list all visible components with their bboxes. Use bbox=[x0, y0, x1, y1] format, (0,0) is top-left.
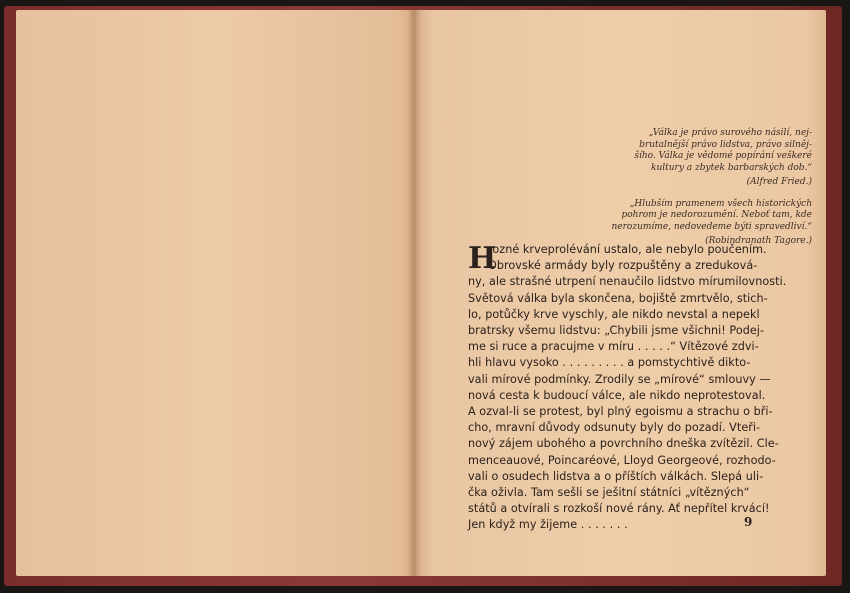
left-page bbox=[16, 10, 414, 576]
page-number: 9 bbox=[744, 515, 753, 529]
text-line: A ozval-li se protest, byl plný egoismu a strachu o bři- bbox=[468, 405, 773, 419]
text-line: států a otvírali s rozkoší nové rány. Ať nepřítel krvácí! bbox=[468, 502, 770, 516]
drop-cap: H bbox=[468, 241, 497, 276]
text-line: Světová válka byla skončena, bojiště zmrtvělo, stich- bbox=[468, 291, 768, 305]
book-spine bbox=[408, 10, 422, 576]
epigraph-fried bbox=[560, 128, 812, 189]
epigraph-author: (Alfred Fried.) bbox=[746, 177, 812, 187]
text-line: menceauové, Poincaréové, Lloyd Georgeové, rozhodo- bbox=[468, 453, 776, 467]
epigraphs bbox=[560, 128, 812, 258]
text-line: ny, ale strašné utrpení nenaučilo lidstvo mírumilovnosti. bbox=[468, 275, 787, 289]
text-line: nový zájem ubohého a povrchního dneška zvítězil. Cle- bbox=[468, 437, 779, 451]
text-line: Obrovské armády byly rozpuštěny a zreduková- bbox=[488, 259, 758, 273]
epigraph-line: brutalnější právo lidstva, právo silněj- bbox=[639, 139, 812, 150]
text-line: hli hlavu vysoko . . . . . . . . . a pomstychtivě dikto- bbox=[468, 356, 751, 370]
text-line: čka oživla. Tam sešli se ješitní státníci „vítězných“ bbox=[468, 486, 750, 500]
text-line: Jen když my žijeme . . . . . . . bbox=[468, 518, 628, 532]
text-line: lo, potůčky krve vyschly, ale nikdo nevstal a nepekl bbox=[468, 307, 760, 321]
body-text bbox=[468, 242, 814, 534]
epigraph-tagore bbox=[560, 199, 812, 248]
epigraph-author: (Robindranath Tagore.) bbox=[705, 236, 812, 246]
epigraph-line: nerozumíme, nedovedeme býti spravedliví.“ bbox=[611, 221, 812, 232]
text-line: bratrsky všemu lidstvu: „Chybili jsme všichni! Podej- bbox=[468, 324, 765, 338]
text-line: rozné krveprolévání ustalo, ale nebylo poučením. bbox=[488, 243, 767, 256]
text-line: vali o osudech lidstva a o příštích válkách. Slepá uli- bbox=[468, 469, 764, 483]
epigraph-line: šího. Válka je vědomé popírání veškeré bbox=[634, 151, 812, 161]
text-line: me si ruce a pracujme v míru . . . . .“ Vítězové zdvi- bbox=[468, 340, 759, 354]
text-line: cho, mravní důvody odsunuty byly do pozadí. Vteři- bbox=[468, 421, 761, 435]
epigraph-line: „Hlubším pramenem všech historických bbox=[629, 198, 812, 209]
epigraph-line: pohrom je nedorozumění. Neboť tam, kde bbox=[621, 210, 812, 220]
text-line: vali mírové podmínky. Zrodily se „mírové“ smlouvy — bbox=[468, 372, 771, 386]
text-line: nová cesta k budoucí válce, ale nikdo neprotestoval. bbox=[468, 388, 766, 402]
epigraph-line: kultury a zbytek barbarských dob.“ bbox=[651, 162, 812, 173]
epigraph-line: „Válka je právo surového násilí, nej- bbox=[648, 128, 812, 138]
